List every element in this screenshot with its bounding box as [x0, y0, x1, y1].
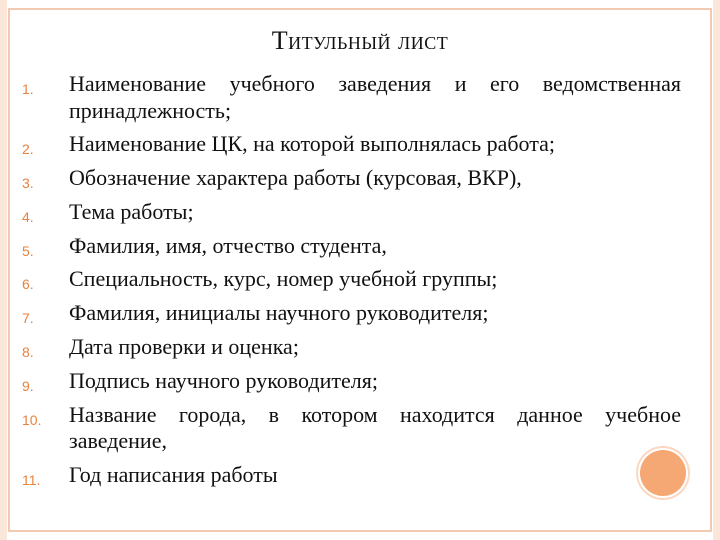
list-item: [0, 71, 720, 124]
item-number: 5.: [22, 242, 34, 259]
item-text: Дата проверки и оценка;: [69, 334, 299, 360]
item-number: 11.: [22, 471, 41, 488]
list-item: [0, 165, 720, 192]
decorative-circle: [640, 450, 686, 496]
item-text: Обозначение характера работы (курсовая, ВКР),: [69, 165, 522, 191]
item-number: 1.: [22, 81, 34, 97]
item-text: Фамилия, имя, отчество студента,: [69, 232, 387, 258]
slide-title: Титульный лист: [271, 26, 449, 55]
list-item: [0, 334, 720, 361]
item-text: Наименование ЦК, на которой выполнялась работа;: [69, 131, 556, 157]
item-number: 6.: [22, 276, 34, 293]
list-item: [0, 233, 720, 260]
item-number: 7.: [22, 310, 34, 327]
item-text: Тема работы;: [69, 198, 194, 224]
item-number: 2.: [22, 141, 34, 158]
item-text: Название города, в котором находится данное учебное заведение,: [69, 401, 681, 454]
item-text: Наименование учебного заведения и его ведомственная принадлежность;: [69, 71, 681, 123]
item-number: 10.: [22, 411, 42, 428]
item-number: 9.: [22, 377, 34, 394]
item-text: Специальность, курс, номер учебной группы;: [69, 266, 498, 292]
list-item: [0, 368, 720, 395]
item-number: 4.: [22, 208, 34, 225]
list-item: [0, 266, 720, 293]
item-text: Подпись научного руководителя;: [69, 367, 378, 393]
list-item: [0, 199, 720, 226]
item-number: 8.: [22, 344, 34, 361]
item-list: [0, 71, 720, 496]
item-number: 3.: [22, 175, 34, 192]
item-text: Фамилия, инициалы научного руководителя;: [69, 300, 489, 326]
item-text: Год написания работы: [69, 461, 278, 487]
list-item: [0, 300, 720, 327]
list-item: [0, 402, 720, 455]
list-item: [0, 131, 720, 158]
list-item: [0, 462, 720, 489]
